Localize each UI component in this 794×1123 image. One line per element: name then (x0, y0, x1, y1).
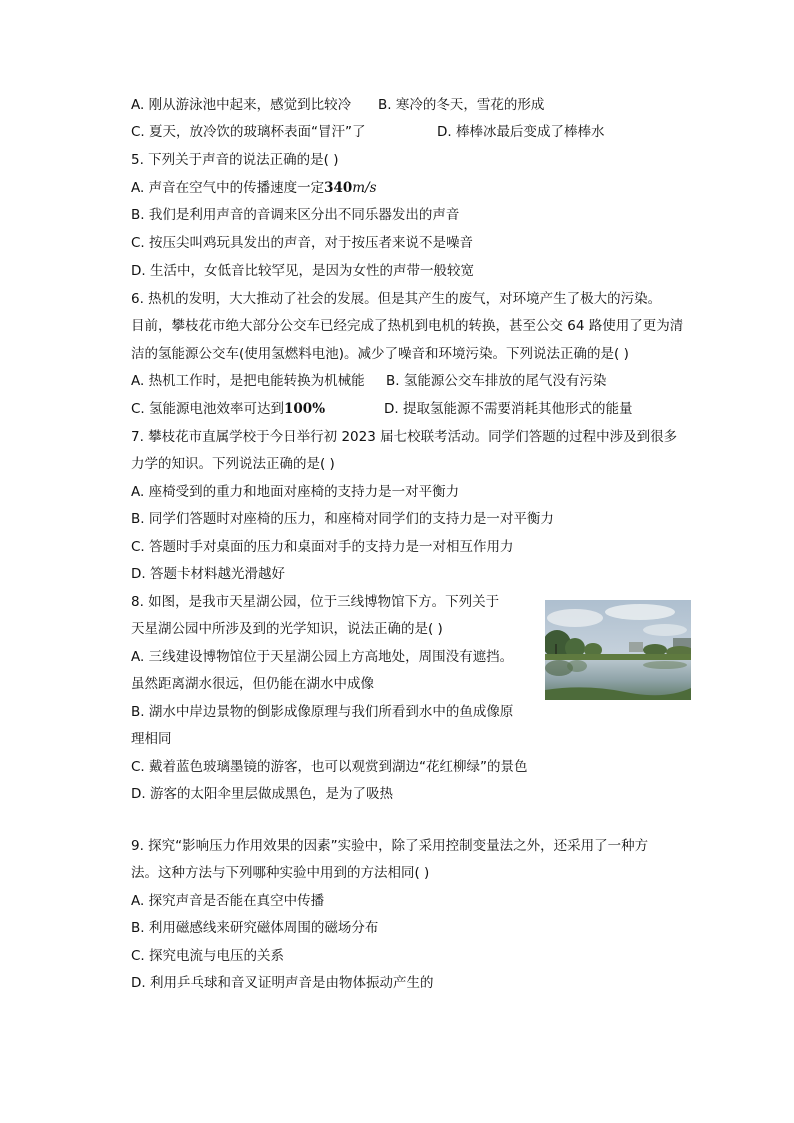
q9-stem-line-2: 法。这种方法与下列哪种实验中用到的方法相同( ) (131, 865, 430, 881)
q5-stem: 5. 下列关于声音的说法正确的是( ) (131, 152, 339, 168)
q9-option-d: D. 利用乒乓球和音叉证明声音是由物体振动产生的 (131, 975, 434, 991)
q7-stem-line-1: 7. 攀枝花市直属学校于今日举行初 2023 届七校联考活动。同学们答题的过程中涉及到很多 (131, 429, 678, 445)
q4-option-c: C. 夏天，放冷饮的玻璃杯表面“冒汗”了 (131, 124, 366, 140)
q5-option-a-value: 340 (324, 180, 353, 196)
q8-stem-line-2: 天星湖公园中所涉及到的光学知识，说法正确的是( ) (131, 621, 443, 637)
q5-option-c: C. 按压尖叫鸡玩具发出的声音，对于按压者来说不是噪音 (131, 235, 474, 251)
q5-option-a-unit: m/s (352, 180, 377, 196)
q5-option-b: B. 我们是利用声音的音调来区分出不同乐器发出的声音 (131, 207, 460, 223)
q8-option-a-line-2: 虽然距离湖水很远，但仍能在湖水中成像 (131, 676, 374, 692)
q6-option-a: A. 热机工作时，是把电能转换为机械能 (131, 373, 365, 389)
q6-option-d: D. 提取氢能源不需要消耗其他形式的能量 (384, 401, 633, 417)
q9-stem-line-1: 9. 探究“影响压力作用效果的因素”实验中，除了采用控制变量法之外，还采用了一种方 (131, 838, 649, 854)
q4-option-a: A. 刚从游泳池中起来，感觉到比较冷 (131, 97, 352, 113)
q7-option-d: D. 答题卡材料越光滑越好 (131, 566, 285, 582)
q7-stem-line-2: 力学的知识。下列说法正确的是( ) (131, 456, 335, 472)
q4-option-b: B. 寒冷的冬天，雪花的形成 (378, 97, 545, 113)
q5-option-d: D. 生活中，女低音比较罕见，是因为女性的声带一般较宽 (131, 263, 474, 279)
q4-option-d: D. 棒棒冰最后变成了棒棒水 (437, 124, 605, 140)
q6-option-c-text: C. 氢能源电池效率可达到 (131, 401, 285, 417)
q9-option-c: C. 探究电流与电压的关系 (131, 948, 285, 964)
q8-option-b-line-2: 理相同 (131, 731, 172, 747)
q8-option-a-line-1: A. 三线建设博物馆位于天星湖公园上方高地处，周围没有遮挡。 (131, 649, 514, 665)
q7-option-b: B. 同学们答题时对座椅的压力，和座椅对同学们的支持力是一对平衡力 (131, 511, 554, 527)
q8-option-c: C. 戴着蓝色玻璃墨镜的游客，也可以观赏到湖边“花红柳绿”的景色 (131, 759, 528, 775)
q6-stem-line-1: 6. 热机的发明，大大推动了社会的发展。但是其产生的废气，对环境产生了极大的污染。 (131, 291, 662, 307)
q5-option-a-text: A. 声音在空气中的传播速度一定 (131, 180, 325, 196)
q6-option-c (131, 399, 325, 419)
q5-option-a (131, 178, 377, 198)
q7-option-c: C. 答题时手对桌面的压力和桌面对手的支持力是一对相互作用力 (131, 539, 514, 555)
lake-park-photo-svg (545, 600, 691, 700)
q7-option-a: A. 座椅受到的重力和地面对座椅的支持力是一对平衡力 (131, 484, 460, 500)
q8-option-d: D. 游客的太阳伞里层做成黑色，是为了吸热 (131, 786, 393, 802)
q6-stem-line-2: 目前，攀枝花市绝大部分公交车已经完成了热机到电机的转换，甚至公交 64 路使用了更为清 (131, 318, 684, 334)
q8-stem-line-1: 8. 如图，是我市天星湖公园，位于三线博物馆下方。下列关于 (131, 594, 500, 610)
q6-stem-line-3: 洁的氢能源公交车(使用氢燃料电池)。减少了噪音和环境污染。下列说法正确的是( ) (131, 346, 629, 362)
q6-option-c-value: 100% (284, 401, 326, 417)
lake-park-photo (545, 600, 691, 700)
q9-option-a: A. 探究声音是否能在真空中传播 (131, 893, 325, 909)
q8-option-b-line-1: B. 湖水中岸边景物的倒影成像原理与我们所看到水中的鱼成像原 (131, 704, 514, 720)
q6-option-b: B. 氢能源公交车排放的尾气没有污染 (386, 373, 607, 389)
q9-option-b: B. 利用磁感线来研究磁体周围的磁场分布 (131, 920, 379, 936)
